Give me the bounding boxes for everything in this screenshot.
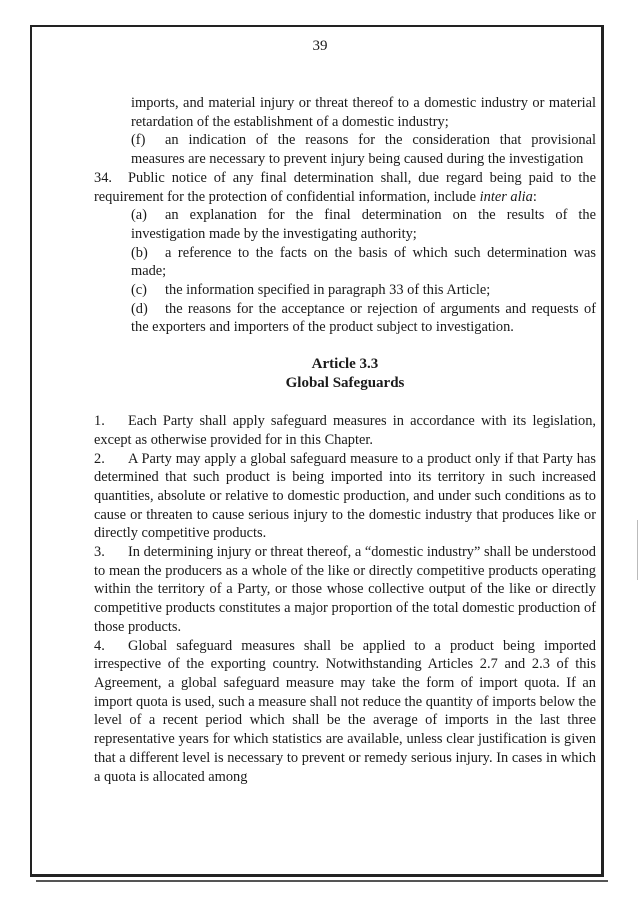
list-item-label: (a) [131, 207, 147, 224]
continuation-text: imports, and material injury or threat thereof to a domestic industry or material retardation of the establishment of a domestic industry; [131, 95, 596, 130]
paragraph-number: 1. [94, 413, 105, 430]
list-item-text: the information specified in paragraph 33 of this Article; [165, 282, 491, 299]
page-number: 39 [312, 38, 328, 54]
paragraph-number: 2. [94, 450, 105, 467]
article-paragraph-4 [94, 637, 596, 787]
list-item-text: a reference to the facts on the basis of which such determination was made; [131, 244, 596, 280]
list-item-text: an explanation for the final determination on the results of the investigation made by the investigating authority; [131, 207, 596, 242]
article-paragraph-3 [94, 543, 596, 637]
paragraph-text: Global safeguard measures shall be applied to a product being imported irrespective of the exporting country. Notwithstanding Articles 2.7 and 2.3 of this Agreement, a global safeguard measure may take the form of import quota. If an import quota is used, such a measure shall not reduce the quantity of imports below the level of a recent period which shall be the average of imports in the last three representative years for which statistics are available, unless clear justification is given that a different level is necessary to prevent or remedy serious injury. In cases in which a quota is allocated among [94, 637, 596, 785]
list-item-text: an indication of the reasons for the consideration that provisional measures are necessary to prevent injury being caused during the investigation [131, 132, 596, 168]
paragraph-text: In determining injury or threat thereof, a “domestic industry” shall be understood to mean the producers as a whole of the like or directly competitive products operating within the territory of a Party, or those whose collective output of the like or directly competitive products constitutes a major proportion of the total domestic production of those products. [94, 544, 596, 635]
paragraph-number: 34. [94, 169, 112, 186]
list-item-label: (d) [131, 300, 148, 317]
page-border-shadow [36, 880, 608, 882]
paragraph-text: Each Party shall apply safeguard measures in accordance with its legislation, except as otherwise provided for in this Chapter. [94, 413, 596, 448]
document-body [94, 94, 596, 786]
list-item-f [94, 131, 596, 168]
list-item-d [94, 300, 596, 337]
paragraph-number: 4. [94, 637, 105, 654]
paragraph-italic-text: inter alia [479, 188, 533, 205]
article-title: Global Safeguards [285, 375, 405, 392]
list-item-label: (b) [131, 244, 148, 261]
article-heading: Article 3.3 [311, 356, 379, 373]
paragraph-34 [94, 169, 596, 206]
paragraph-text: Public notice of any final determination shall, due regard being paid to the requirement for the protection of confidential information, include [94, 169, 596, 205]
paragraph-number: 3. [94, 544, 105, 561]
list-item-c [94, 281, 596, 300]
list-item-label: (f) [131, 132, 146, 149]
paragraph-punctuation: : [532, 188, 537, 205]
list-item-label: (c) [131, 282, 147, 299]
list-item-text: the reasons for the acceptance or rejection of arguments and requests of the exporters and importers of the product subject to investigation. [131, 300, 596, 336]
list-item-a [94, 206, 596, 243]
scan-artifact [637, 520, 638, 580]
paragraph-text: A Party may apply a global safeguard measure to a product only if that Party has determined that such product is being imported into its territory in such increased quantities, absolute or relative to domestic production, and under such conditions as to cause or threaten to cause serious injury to the domestic industry that produces like or directly competitive products. [94, 450, 596, 542]
article-paragraph-1 [94, 412, 596, 449]
article-paragraph-2 [94, 450, 596, 544]
list-item-b [94, 244, 596, 281]
